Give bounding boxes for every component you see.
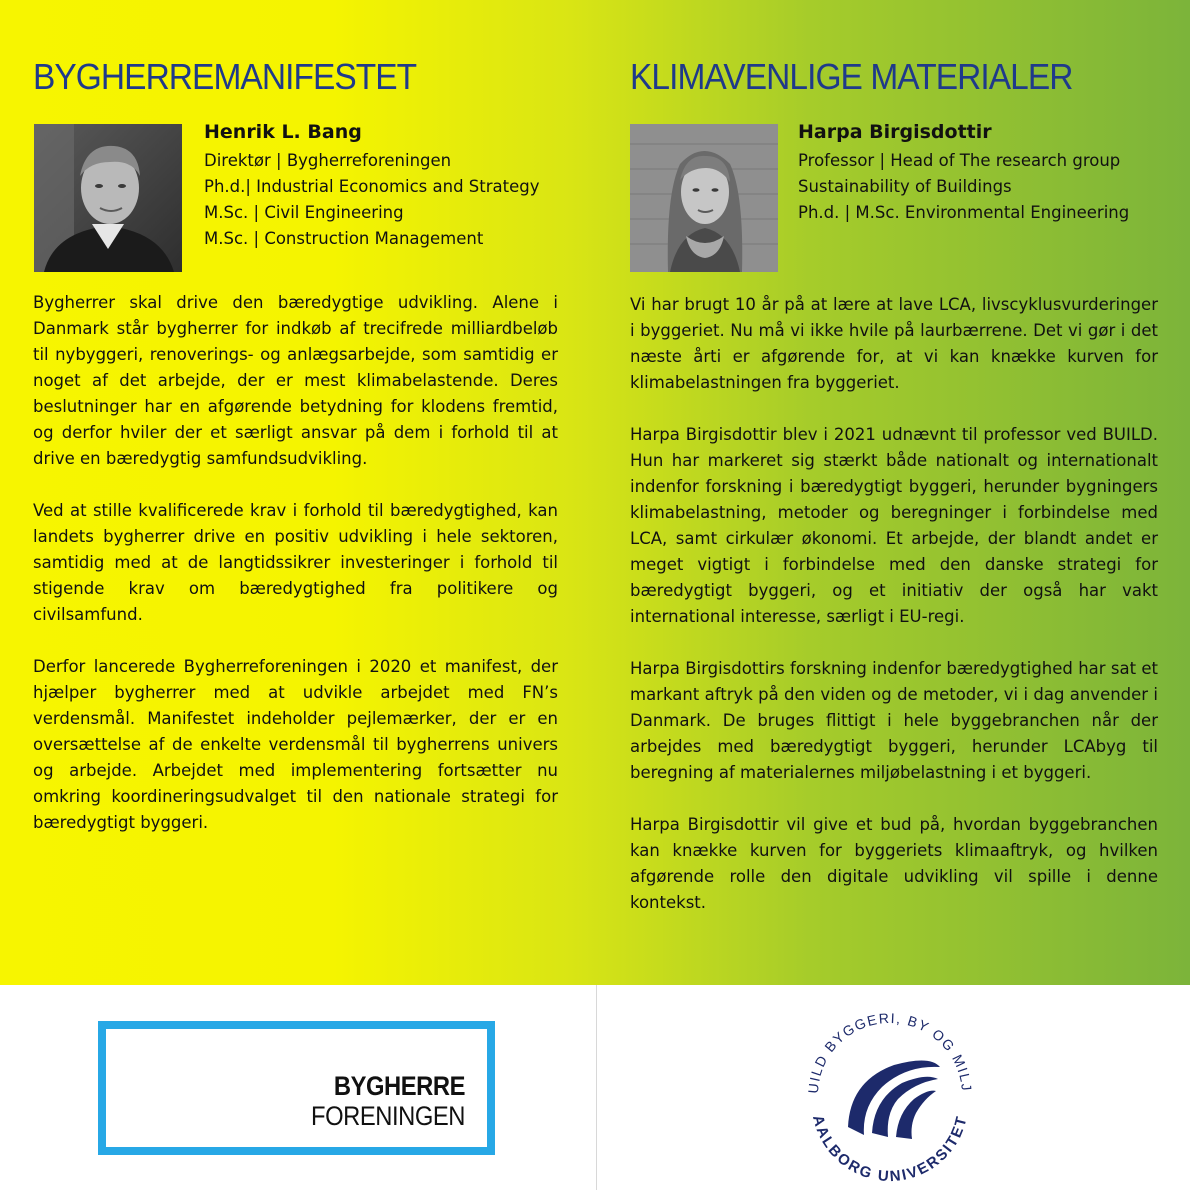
credential-line: M.Sc. | Civil Engineering xyxy=(204,203,404,222)
footer-divider xyxy=(596,985,597,1190)
credential-line: Ph.d.| Industrial Economics and Strategy xyxy=(204,177,540,196)
aalborg-universitet-logo xyxy=(790,995,990,1185)
harpa-portrait-photo xyxy=(630,124,778,272)
person-name: Henrik L. Bang xyxy=(204,121,362,143)
right-body-text xyxy=(630,292,1158,942)
logo-arc-bottom-text: AALBORG UNIVERSITET xyxy=(809,1113,971,1185)
logo-text-line2: FORENINGEN xyxy=(310,1101,465,1131)
credential-line: Ph.d. | M.Sc. Environmental Engineering xyxy=(798,203,1130,222)
right-section-title: KLIMAVENLIGE MATERIALER xyxy=(630,56,1073,97)
left-section-title: BYGHERREMANIFESTET xyxy=(33,56,417,97)
paragraph: Derfor lancerede Bygherreforeningen i 2020 et manifest, der hjælper bygherrer med at udvikle arbejdet med FN’s verdensmål. Manifestet indeholder pejlemærker, der er en oversættelse af de enkelte verdensmål til bygherrens univers og arbejde. Arbejdet med implementering fortsætter nu omkring koordineringsudvalget til den nationale strategi for bæredygtigt byggeri. xyxy=(33,657,558,832)
left-body-text xyxy=(33,290,558,862)
left-person-info xyxy=(204,120,540,252)
paragraph: Bygherrer skal drive den bæredygtige udvikling. Alene i Danmark står bygherrer for indkøb af trecifrede milliardbeløb til nybyggeri, renoverings- og anlægsarbejde, som samtidig er noget af det arbejde, der er mest klimabelastende. Deres beslutninger har en afgørende betydning for klodens fremtid, og derfor hviler der et særligt ansvar på dem i forhold til at drive en bæredygtig samfundsudvikling. xyxy=(33,293,558,468)
right-person-info xyxy=(798,120,1129,226)
credential-line: Sustainability of Buildings xyxy=(798,177,1012,196)
logo-text-line1: BYGHERRE xyxy=(333,1071,465,1101)
credential-line: Professor | Head of The research group xyxy=(798,151,1121,170)
paragraph: Harpa Birgisdottir blev i 2021 udnævnt til professor ved BUILD. Hun har markeret sig stærkt både nationalt og internationalt indenfor forskning i bæredygtigt byggeri, herunder bygningers klimabelastning, metoder og beregninger i forbindelse med LCA, samt cirkulær økonomi. Et arbejde, der blandt andet er meget vigtigt i forbindelse med den danske strategi for bæredygtigt byggeri, og et initiativ der også har vakt international interesse, særligt i EU-regi. xyxy=(630,425,1158,626)
paragraph: Harpa Birgisdottir vil give et bud på, hvordan byggebranchen kan knække kurven for byggeriets klimaaftryk, og hvilken afgørende rolle den digitale udvikling vil spille i denne kontekst. xyxy=(630,815,1158,912)
svg-text:AALBORG UNIVERSITET xyxy=(809,1113,971,1185)
bygherreforeningen-logo xyxy=(98,1021,495,1155)
person-name: Harpa Birgisdottir xyxy=(798,121,992,143)
paragraph: Ved at stille kvalificerede krav i forhold til bæredygtighed, kan landets bygherrer drive en positiv udvikling i hele sektoren, samtidig med at de langtidssikrer investeringer i forhold til stigende krav om bæredygtighed fra politikere og civilsamfund. xyxy=(33,501,558,624)
logo-arc-top-text: UILD BYGGERI, BY OG MILJ xyxy=(804,1009,976,1095)
paragraph: Harpa Birgisdottirs forskning indenfor bæredygtighed har sat et markant aftryk på den viden og de metoder, vi i dag anvender i Danmark. De bruges flittigt i hele byggebranchen når der arbejdes med bæredygtigt byggeri, herunder LCAbyg til beregning af materialernes miljøbelastning i et byggeri. xyxy=(630,659,1158,782)
henrik-portrait-photo xyxy=(34,124,182,272)
credential-line: Direktør | Bygherreforeningen xyxy=(204,151,452,170)
aau-wave-icon xyxy=(848,1060,940,1139)
paragraph: Vi har brugt 10 år på at lære at lave LCA, livscyklusvurderinger i byggeriet. Nu må vi ikke hvile på laurbærrene. Det vi gør i det næste årti er afgørende for, at vi kan knække kurven for klimabelastningen fra byggeriet. xyxy=(630,295,1158,392)
credential-line: M.Sc. | Construction Management xyxy=(204,229,484,248)
